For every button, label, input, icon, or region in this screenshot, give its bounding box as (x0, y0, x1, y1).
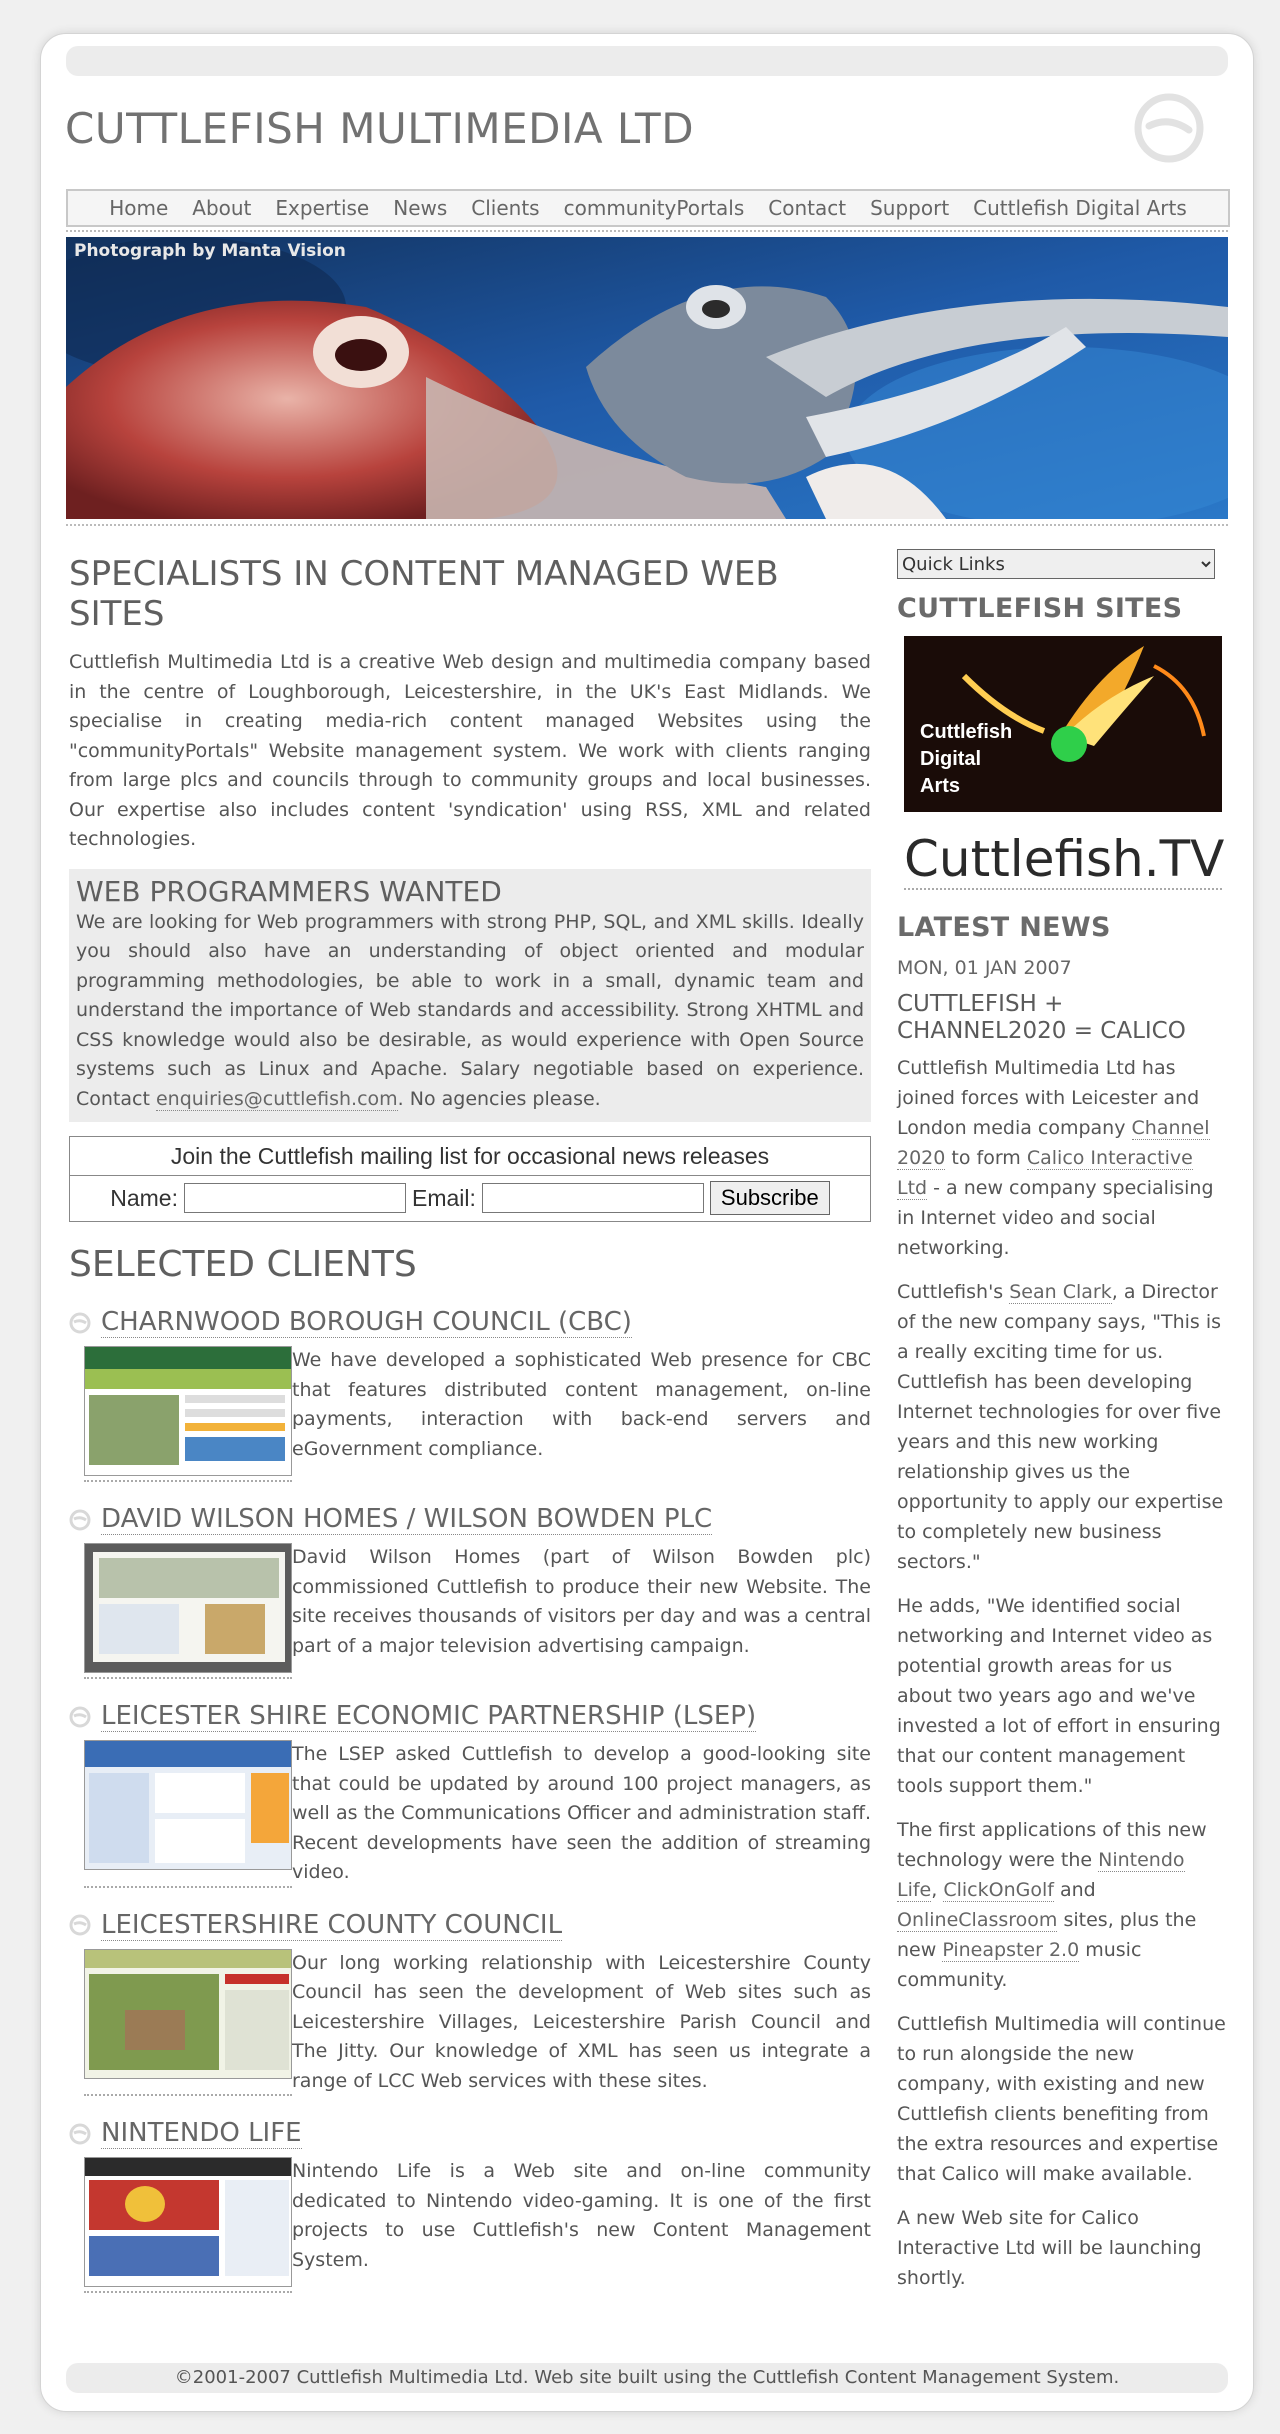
bullet-icon (69, 2123, 91, 2145)
client-description: The LSEP asked Cuttlefish to develop a good-looking site that could be updated by around 100 project managers, as well as the Communications Officer and administration staff. Recent developments have seen the addition of streaming video. (292, 1743, 871, 1883)
site-title: CUTTLEFISH MULTIMEDIA LTD (65, 104, 695, 153)
cuttlefish-tv-logo[interactable]: Cuttlefish.TV (904, 830, 1225, 888)
divider (66, 524, 1228, 526)
client-link[interactable]: LEICESTERSHIRE COUNTY COUNCIL (101, 1909, 563, 1940)
onlineclassroom-link[interactable]: OnlineClassroom (897, 1909, 1058, 1931)
digital-arts-label (920, 719, 1012, 800)
page-heading: SPECIALISTS IN CONTENT MANAGED WEB SITES (69, 554, 779, 634)
news-paragraph: He adds, "We identified social networking and Internet video as potential growth areas for us about two years ago and we've invested a lot of effort in ensuring that our content management tools support them." (897, 1595, 1221, 1797)
nav-clients[interactable]: Clients (471, 196, 540, 220)
news-heading: LATEST NEWS (897, 912, 1111, 943)
text: sites, plus the new (897, 1909, 1197, 1961)
text: music community. (897, 1939, 1142, 1991)
client-thumbnail[interactable] (84, 1740, 292, 1888)
programmers-wanted-box (69, 869, 871, 1123)
news-paragraph: Cuttlefish Multimedia will continue to run alongside the new company, with existing and new Cuttlefish clients benefiting from the extra resources and expertise that Calico will make available. (897, 2013, 1226, 2185)
text: , (931, 1879, 944, 1901)
nav-home[interactable]: Home (109, 196, 169, 220)
news-item (897, 957, 1227, 2293)
client-thumbnail[interactable] (84, 1949, 292, 2097)
news-date: MON, 01 JAN 2007 (897, 957, 1072, 979)
label-line: Digital (920, 748, 982, 770)
client-item (69, 1910, 871, 2097)
nav-expertise[interactable]: Expertise (275, 196, 370, 220)
mailing-title: Join the Cuttlefish mailing list for occasional news releases (70, 1137, 870, 1176)
clients-heading: SELECTED CLIENTS (69, 1244, 417, 1285)
text: to form (945, 1147, 1027, 1169)
client-link[interactable]: LEICESTER SHIRE ECONOMIC PARTNERSHIP (LSEP) (101, 1701, 757, 1731)
text: Cuttlefish's (897, 1281, 1010, 1303)
channel2020-link[interactable]: Channel 2020 (897, 1117, 1210, 1169)
wanted-body: We are looking for Web programmers with strong PHP, SQL, and XML skills. Ideally you should also have an understanding of object oriented and modular programming methodologies, be able to work in a small, dynamic team and understand the importance of Web standards and accessibility. Strong XHTML and CSS knowledge would also be desirable, as would experience with Open Source systems such as Linux and Apache. Salary negotiable based on experience. Contact (76, 910, 864, 1110)
wanted-body-end: . No agencies please. (397, 1087, 601, 1110)
nav-communityportals[interactable]: communityPortals (563, 196, 745, 220)
client-thumbnail[interactable] (84, 2157, 292, 2293)
wanted-heading: WEB PROGRAMMERS WANTED (76, 874, 502, 908)
cuttlefish-photo (66, 237, 1228, 519)
top-bar (66, 46, 1228, 76)
mailing-list-form (69, 1136, 871, 1222)
news-paragraph (897, 1815, 1227, 1995)
text: The first applications of this new technology were the (897, 1819, 1207, 1871)
nav-contact[interactable]: Contact (768, 196, 847, 220)
clickongolf-link[interactable]: ClickOnGolf (943, 1879, 1054, 1901)
client-link[interactable]: DAVID WILSON HOMES / WILSON BOWDEN PLC (101, 1504, 713, 1534)
main-content (69, 554, 871, 2293)
page-container (40, 33, 1254, 2412)
wanted-text (76, 908, 864, 1115)
nav-digital-arts[interactable]: Cuttlefish Digital Arts (973, 196, 1187, 220)
quick-links-select[interactable] (897, 549, 1215, 579)
nav-news[interactable]: News (393, 196, 448, 220)
nintendo-life-link[interactable]: Nintendo Life (897, 1849, 1185, 1901)
nav-support[interactable]: Support (870, 196, 950, 220)
client-description: We have developed a sophisticated Web presence for CBC that features distributed content management, on-line payments, interaction with back-end servers and eGovernment compliance. (292, 1349, 871, 1460)
client-thumbnail[interactable] (84, 1543, 292, 1679)
client-item (69, 1307, 871, 1482)
client-link[interactable]: CHARNWOOD BOROUGH COUNCIL (CBC) (101, 1307, 632, 1337)
email-input[interactable] (482, 1183, 704, 1213)
subscribe-button[interactable]: Subscribe (710, 1181, 830, 1215)
nav-about[interactable]: About (192, 196, 252, 220)
main-nav (66, 189, 1230, 227)
intro-text: Cuttlefish Multimedia Ltd is a creative Web design and multimedia company based in the centre of Loughborough, Leicestershire, in the UK's East Midlands. We specialise in creating media-rich content managed Websites using the "communityPortals" Website management system. We work with clients ranging from large plcs and councils through to community groups and local businesses. Our expertise also includes content 'syndication' using RSS, XML and related technologies. (69, 651, 871, 850)
client-link[interactable]: NINTENDO LIFE (101, 2118, 302, 2148)
bullet-icon (69, 1509, 91, 1531)
name-input[interactable] (184, 1183, 406, 1213)
name-label: Name: (110, 1184, 178, 1211)
client-item (69, 1701, 871, 1888)
text: Cuttlefish Multimedia Ltd has joined forces with Leicester and London media company (897, 1057, 1200, 1139)
divider (66, 230, 1228, 232)
banner-image (66, 237, 1228, 519)
client-item (69, 1504, 871, 1679)
label-line: Cuttlefish (920, 721, 1013, 743)
news-paragraph (897, 1277, 1227, 1577)
bullet-icon (69, 1914, 91, 1936)
calico-link[interactable]: Calico Interactive Ltd (897, 1147, 1193, 1199)
client-description: David Wilson Homes (part of Wilson Bowden plc) commissioned Cuttlefish to produce their new Website. The site receives thousands of visitors per day and was a central part of a major television advertising campaign. (292, 1546, 871, 1657)
text: - a new company specialising in Internet video and social networking. (897, 1177, 1214, 1259)
digital-arts-banner[interactable] (904, 636, 1222, 812)
email-label: Email: (412, 1184, 476, 1211)
client-description: Nintendo Life is a Web site and on-line community dedicated to Nintendo video-gaming. It is one of the first projects to use Cuttlefish's new Content Management System. (292, 2160, 871, 2271)
sites-heading: CUTTLEFISH SITES (897, 593, 1183, 624)
news-headline: CUTTLEFISH + CHANNEL2020 = CALICO (897, 991, 1186, 1044)
pineapster-link[interactable]: Pineapster 2.0 (942, 1939, 1080, 1961)
sidebar (897, 549, 1227, 2293)
label-line: Arts (920, 775, 961, 797)
client-thumbnail[interactable] (84, 1346, 292, 1482)
cuttlefish-logo-icon (1133, 92, 1205, 164)
news-paragraph (897, 1053, 1227, 1263)
photo-credit: Photograph by Manta Vision (74, 241, 346, 261)
news-paragraph: A new Web site for Calico Interactive Ltd will be launching shortly. (897, 2207, 1202, 2289)
client-item (69, 2118, 871, 2293)
footer: ©2001-2007 Cuttlefish Multimedia Ltd. Web site built using the Cuttlefish Content Management System. (66, 2363, 1228, 2393)
sean-clark-link[interactable]: Sean Clark (1009, 1281, 1112, 1303)
bullet-icon (69, 1706, 91, 1728)
client-description: Our long working relationship with Leicestershire County Council has seen the development of Web sites such as Leicestershire Villages, Leicestershire Parish Council and The Jitty. Our knowledge of XML has seen us integrate a range of LCC Web services with these sites. (292, 1951, 871, 2092)
bullet-icon (69, 1312, 91, 1334)
contact-email-link[interactable]: enquiries@cuttlefish.com (155, 1087, 398, 1110)
text: and (1053, 1879, 1096, 1901)
text: , a Director of the new company says, "This is a really exciting time for us. Cuttlefish has been developing Internet technologies for over five years and this new working relationship gives us the opportunity to apply our expertise to completely new business sectors." (897, 1281, 1224, 1573)
